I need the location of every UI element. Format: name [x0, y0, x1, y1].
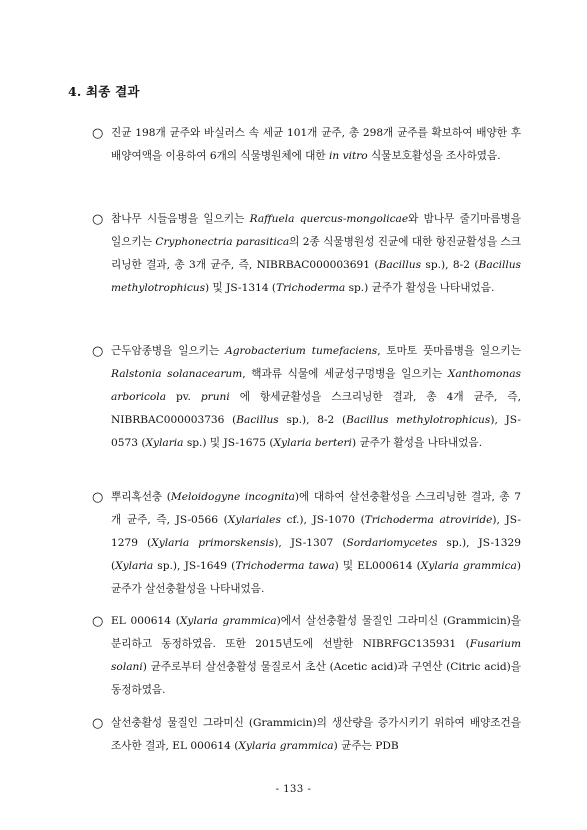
scientific-name: Bacillus [378, 259, 422, 271]
text-run: , 핵과류 식물에 세균성구멍병을 일으키는 [242, 368, 448, 380]
scientific-name: Trichoderma tawa [235, 560, 335, 572]
scientific-name: Agrobacterium tumefaciens [225, 345, 378, 357]
text-run: ) 및 JS-1314 ( [205, 282, 277, 294]
text-run: sp.), 8-2 ( [421, 259, 479, 271]
text-run: ), JS-0573 ( [111, 414, 522, 449]
bullet-circle-icon: ○ [92, 212, 104, 227]
scientific-name: Sordariomycetes [346, 537, 438, 549]
scientific-name: Trichoderma [276, 282, 346, 294]
bullet-circle-icon: ○ [92, 490, 104, 505]
text-run: 에 항세균활성을 스크리닝한 결과, 총 4개 균주, 즉, NIBRBAC000003736 ( [111, 391, 521, 426]
scientific-name: Xylaria primorskensis [151, 537, 275, 549]
text-run: ) 및 EL000614 ( [334, 560, 421, 572]
scientific-name: Bacillus [236, 414, 279, 426]
section-title: 4. 최종 결과 [68, 84, 140, 99]
scientific-name: Xylaria [145, 437, 184, 449]
text-run: ) 균주로부터 살선충활성 물질로서 초산 (Acetic acid)과 구연산 (Citric acid)을 동정하였음. [111, 661, 521, 696]
scientific-name: Bacillus methylotrophicus [346, 414, 491, 426]
scientific-name: Xylaria grammica [420, 560, 517, 572]
paragraph-5 [92, 610, 522, 702]
text-run: ) 균주는 PDB [333, 740, 399, 752]
scientific-name: Ralstonia solanacearum [111, 368, 243, 380]
scientific-name: Xylariales [227, 514, 281, 526]
text-run: sp.), JS-1329 ( [111, 537, 521, 572]
scientific-name: Raffuela quercus-mongolicae [249, 213, 409, 225]
text-run: 와 밤나무 줄기마름병을 일으키는 [111, 213, 521, 248]
text-run: ) 균주가 살선충활성을 나타내었음. [111, 560, 521, 595]
text-run: 의 2종 식물병원성 진균에 대한 항진균활성을 스크리닝한 결과, 총 3개 균주, 즉, NIBRBAC000003691 ( [111, 236, 521, 271]
text-run: )에 대하여 살선충활성을 스크리닝한 결과, 총 7개 균주, 즉, JS-0566 ( [111, 491, 521, 526]
text-run: 참나무 시들음병을 일으키는 [111, 213, 250, 225]
scientific-name: in vitro [329, 150, 368, 162]
paragraph-4 [92, 486, 522, 601]
text-run: , 토마토 풋마름병을 일으키는 [377, 345, 521, 357]
paragraph-3 [92, 340, 522, 455]
scientific-name: pruni [200, 391, 230, 403]
text-run: sp.), 8-2 ( [278, 414, 347, 426]
bullet-circle-icon: ○ [92, 716, 104, 731]
scientific-name: Xylaria [115, 560, 154, 572]
paragraph-1 [92, 122, 521, 168]
text-run: EL 000614 ( [111, 615, 180, 627]
bullet-circle-icon: ○ [92, 126, 104, 141]
text-run: )에서 살선충활성 물질인 그라미신 (Grammicin)을 분리하고 동정하였음. 또한 2015년도에 선발한 NIBRFGC135931 ( [111, 615, 522, 650]
scientific-name: Xylaria grammica [238, 740, 334, 752]
scientific-name: Xanthomonas arboricola [111, 368, 521, 403]
bullet-circle-icon: ○ [92, 344, 104, 359]
text-run: 식물보호활성을 조사하였음. [367, 150, 501, 162]
scientific-name: Fusarium solani [111, 638, 521, 673]
text-run: 뿌리혹선충 ( [111, 491, 171, 503]
scientific-name: Trichoderma atroviride [364, 514, 493, 526]
text-run: sp.) 및 JS-1675 ( [183, 437, 274, 449]
paragraph-2 [92, 208, 521, 300]
scientific-name: Cryphonectria parasitica [155, 236, 290, 248]
text-run: sp.) 균주가 활성을 나타내었음. [345, 282, 495, 294]
text-run: ) 균주가 활성을 나타내었음. [351, 437, 483, 449]
text-run: sp.), JS-1649 ( [153, 560, 236, 572]
scientific-name: Meloidogyne incognita [170, 491, 295, 503]
text-run: cf.), JS-1070 ( [280, 514, 365, 526]
text-run: ), JS-1307 ( [274, 537, 347, 549]
text-run: ), JS-1279 ( [111, 514, 522, 549]
scientific-name: Xylaria berteri [273, 437, 352, 449]
bullet-circle-icon: ○ [92, 614, 104, 629]
text-run: pv. [166, 391, 201, 403]
text-run: 근두암종병을 일으키는 [111, 345, 226, 357]
scientific-name: Xylaria grammica [179, 615, 277, 627]
text-run: 살선충활성 물질인 그라미신 (Grammicin)의 생산량을 증가시키기 위하여 배양조건을 조사한 결과, EL 000614 ( [111, 717, 521, 752]
paragraph-6 [92, 712, 521, 758]
text-run: 진균 198개 균주와 바실러스 속 세균 101개 균주, 총 298개 균주를 확보하여 배양한 후 배양여액을 이용하여 6개의 식물병원체에 대한 [111, 127, 521, 162]
scientific-name: Bacillus methylotrophicus [111, 259, 521, 294]
page-number: - 133 - [275, 784, 312, 795]
